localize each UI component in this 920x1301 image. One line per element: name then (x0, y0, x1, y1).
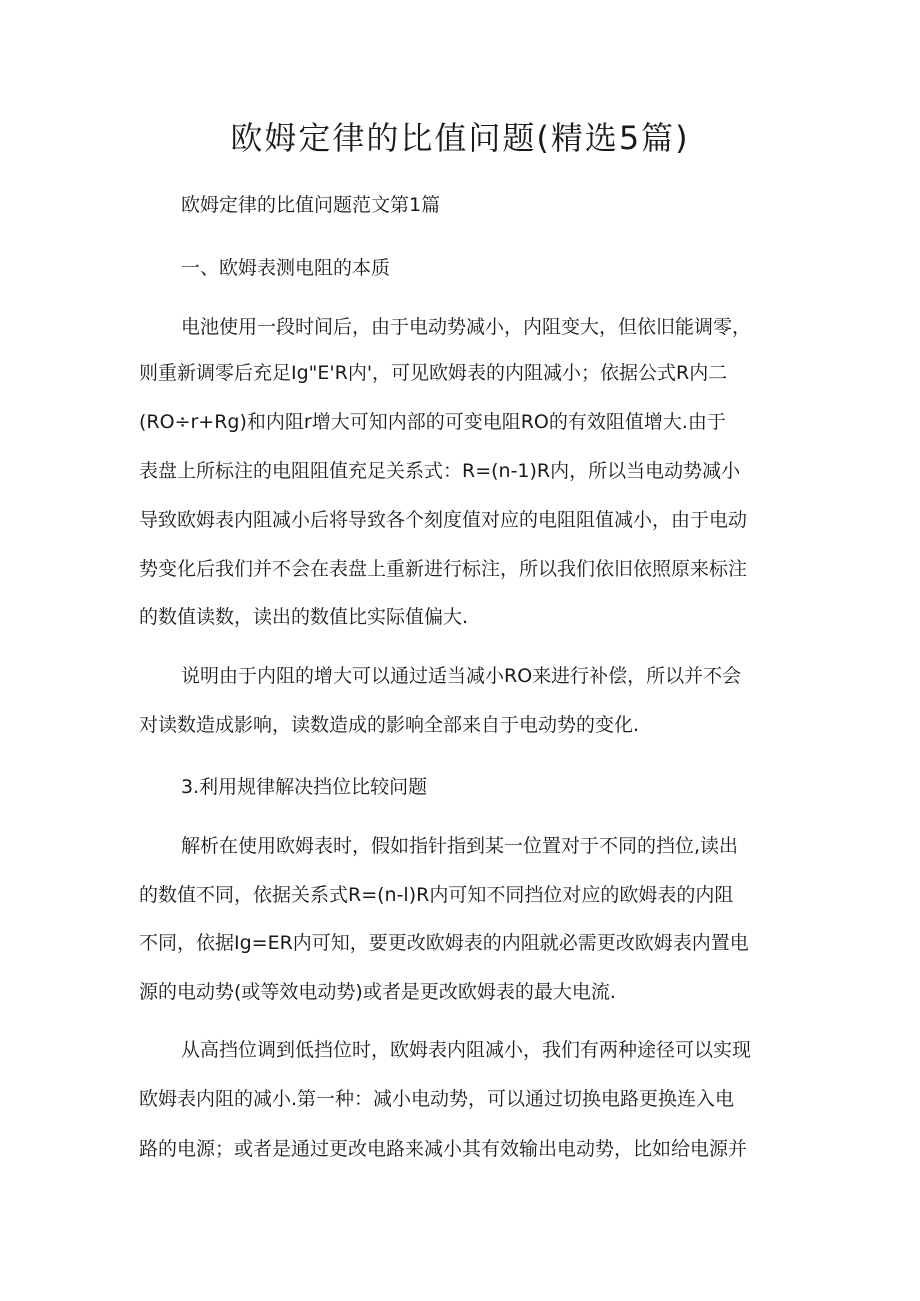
paragraph-line: 则重新调零后充足Ig"E'R内'，可见欧姆表的内阻减小；依据公式R内二 (139, 362, 728, 384)
paragraph-line: 对读数造成影响，读数造成的影响全部来自于电动势的变化. (139, 714, 640, 736)
paragraph-line: 电池使用一段时间后，由于电动势减小，内阻变大，但依旧能调零， (181, 316, 752, 338)
paragraph-line: 源的电动势(或等效电动势)或者是更改欧姆表的最大电流. (139, 981, 616, 1003)
paragraph-line: 势变化后我们并不会在表盘上重新进行标注，所以我们依旧依照原来标注 (139, 558, 748, 580)
paragraph-line: 导致欧姆表内阻减小后将导致各个刻度值对应的电阻阻值减小，由于电动 (139, 509, 748, 531)
paragraph-line: 欧姆表内阻的减小.第一种：减小电动势，可以通过切换电路更换连入电 (139, 1088, 735, 1110)
paragraph-line: 说明由于内阻的增大可以通过适当减小RO来进行补偿，所以并不会 (181, 665, 742, 687)
document-title: 欧姆定律的比值问题(精选5篇) (230, 119, 690, 157)
heading-range-comparison: 3.利用规律解决挡位比较问题 (181, 776, 428, 798)
paragraph-line: 路的电源；或者是通过更改电路来减小其有效输出电动势，比如给电源并 (139, 1138, 748, 1160)
paragraph-line: 从高挡位调到低挡位时，欧姆表内阻减小，我们有两种途径可以实现 (181, 1039, 752, 1061)
paragraph-line: 不同，依据Ig=ER内可知，要更改欧姆表的内阻就必需更改欧姆表内置电 (139, 932, 749, 954)
paragraph-line: 的数值不同，依据关系式R=(n-l)R内可知不同挡位对应的欧姆表的内阻 (139, 884, 734, 906)
section-title: 欧姆定律的比值问题范文第1篇 (181, 194, 441, 216)
heading-ohmmeter-essence: 一、欧姆表测电阻的本质 (181, 257, 391, 279)
paragraph-line: 表盘上所标注的电阻阻值充足关系式：R=(n-1)R内，所以当电动势减小 (139, 460, 741, 482)
paragraph-line: (RO÷r+Rg)和内阻r增大可知内部的可变电阻RO的有效阻值增大.由于 (139, 411, 726, 433)
paragraph-line: 的数值读数，读出的数值比实际值偏大. (139, 606, 469, 628)
paragraph-line: 解析在使用欧姆表时，假如指针指到某一位置对于不同的挡位,读出 (181, 835, 739, 857)
